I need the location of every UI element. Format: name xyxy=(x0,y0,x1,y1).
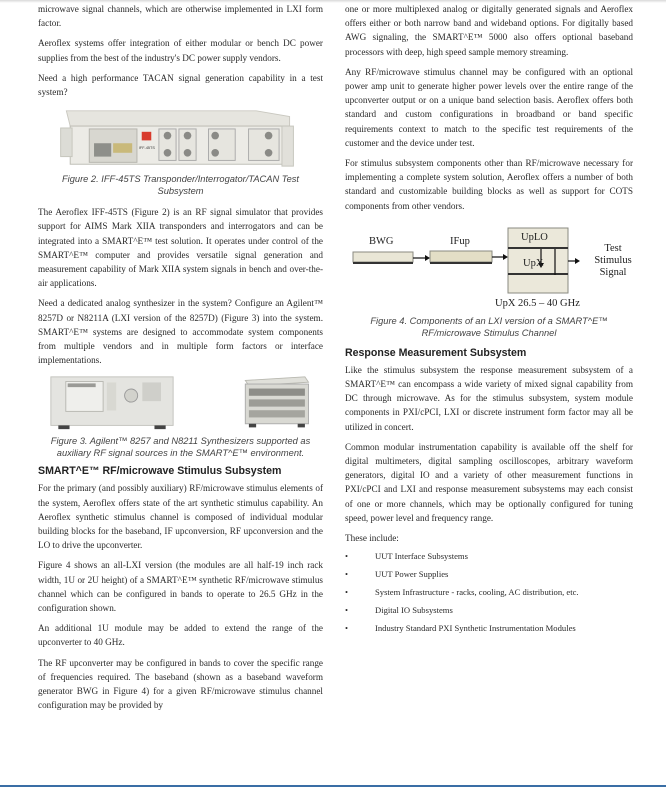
iff-45ts-instrument-illustration xyxy=(55,107,300,169)
paragraph: These include: xyxy=(345,533,399,544)
iff-45ts-panel-label: IFF-45TS xyxy=(138,146,155,151)
agilent-8257-illustration xyxy=(48,375,176,431)
paragraph: one or more multiplexed analog or digitally generated signals and Aeroflex offers either or both narrow band and wideband options. For digitally based AWG signaling, the SMART^E™ 5000 also offers optional baseband processors with deep, high speed sample memory streaming. xyxy=(345,4,633,57)
paragraph: The RF upconverter may be configured in bands to cover the specific range of frequencies required. The baseband (shown as a baseband waveform generator BWG in Figure 4) for a given RF/microwave stimulus channel configuration may be provided by xyxy=(38,657,323,711)
list-item: • UUT Power Supplies xyxy=(345,565,633,583)
list-item: • System Infrastructure - racks, cooling, AC distribution, etc. xyxy=(345,583,633,601)
figure-4-diagram xyxy=(345,223,645,311)
list-item: • UUT Interface Subsystems xyxy=(345,547,633,565)
paragraph: For stimulus subsystem components other than RF/microwave necessary for implementing a complete system solution, Aeroflex offers a number of both standard and customizable building blocks as well as support for COTS components from other vendors. xyxy=(345,158,633,211)
section-heading-stimulus: SMART^E™ RF/microwave Stimulus Subsystem xyxy=(38,465,282,478)
paragraph: Any RF/microwave stimulus channel may be configured with an optional power amp unit to generate higher power levels over the entire range of the upconverter output or on a unique band selection basis. Aeroflex offers both standard and custom configurations in broadband or band specific requirements context to match to the specific test requirements of the customer and the device under test. xyxy=(345,66,633,148)
paragraph: An additional 1U module may be added to extend the range of the upconverter to 40 GHz. xyxy=(38,623,323,648)
paragraph: Aeroflex systems offer integration of either modular or bench DC power supplies from the best of the industry's DC power supply vendors. xyxy=(38,38,323,63)
list-item: • Industry Standard PXI Synthetic Instrumentation Modules xyxy=(345,619,633,637)
uplo-label: UpLO xyxy=(521,231,548,243)
list-item: • Digital IO Subsystems xyxy=(345,601,633,619)
left-column xyxy=(38,2,323,719)
paragraph: microwave signal channels, which are otherwise implemented in LXI form factor. xyxy=(38,4,323,29)
right-column xyxy=(345,2,633,637)
upx-label: UpX xyxy=(523,257,544,269)
figure-3-images xyxy=(48,375,313,431)
figure-4-caption: Figure 4. Components of an LXI version of a SMART^E™ RF/microwave Stimulus Channel xyxy=(370,315,608,338)
paragraph: Need a dedicated analog synthesizer in the system? Configure an Agilent™ 8257D or N8211A (LXI version of the 8257D) (Figure 3) into the system. SMART^E™ systems are designed to accommodate system components from multiple vendors and in multiple form factors or interface implementations. xyxy=(38,298,323,366)
upx-range-label: UpX 26.5 – 40 GHz xyxy=(495,297,580,309)
paragraph: Like the stimulus subsystem the response measurement subsystem of a SMART^E™ can encompass a wide variety of mixed signal capability from DC through microwave. As for the stimulus subsystem, system module components in PXI/cPCI, LXI or discrete instrument form factor may all be utilized in concert. xyxy=(345,364,633,432)
paragraph: For the primary (and possibly auxiliary) RF/microwave stimulus elements of the system, Aeroflex offers state of the art synthetic stimulus capability. An Aeroflex synthetic stimulus channel is composed of individual modular building blocks for the baseband, IF upconversion, RF upconversion and the LO to drive the upconverter. xyxy=(38,483,323,551)
paragraph: Figure 4 shows an all-LXI version (the modules are all half-19 inch rack width, 1U or 2U height) of a SMART^E™ synthetic RF/microwave stimulus channel which can be configured in bands to operate to 26.5 GHz in the configuration shown. xyxy=(38,560,323,614)
test-stimulus-label: Test Stimulus Signal xyxy=(594,242,632,278)
figure-3-caption: Figure 3. Agilent™ 8257 and N8211 Synthesizers supported as auxiliary RF signal sources in the SMART^E™ environment. xyxy=(50,436,311,459)
agilent-n8211-illustration xyxy=(239,375,313,431)
included-subsystems-list xyxy=(345,547,633,637)
ifup-label: IFup xyxy=(450,235,470,247)
paragraph: Need a high performance TACAN signal generation capability in a test system? xyxy=(38,72,323,98)
figure-2-caption: Figure 2. IFF-45TS Transponder/Interrogator/TACAN Test Subsystem xyxy=(62,174,299,197)
section-heading-response: Response Measurement Subsystem xyxy=(345,346,527,359)
bwg-label: BWG xyxy=(369,235,394,247)
figure-2-image xyxy=(55,107,300,169)
paragraph: Common modular instrumentation capability is available off the shelf for digital multimeters, digital sampling oscilloscopes, arbitrary waveform generators, digital IO and a variety of other measurement functions in PXI/cPCI and LXI and response measurement subsystems may each consist of one or more channels, which may be optionally configured for tuning speed, power level and frequency range. xyxy=(345,441,633,523)
paragraph: The Aeroflex IFF-45TS (Figure 2) is an RF signal simulator that provides support for AIMS Mark XIIA transponders and interrogators and can be integrated into a SMART^E™ test solution. It operates under control of the SMART^E™ computer and provides versatile signal generation and measurement capability of Mark XIIA system signals in bench and over-the-air applications. xyxy=(38,207,323,289)
